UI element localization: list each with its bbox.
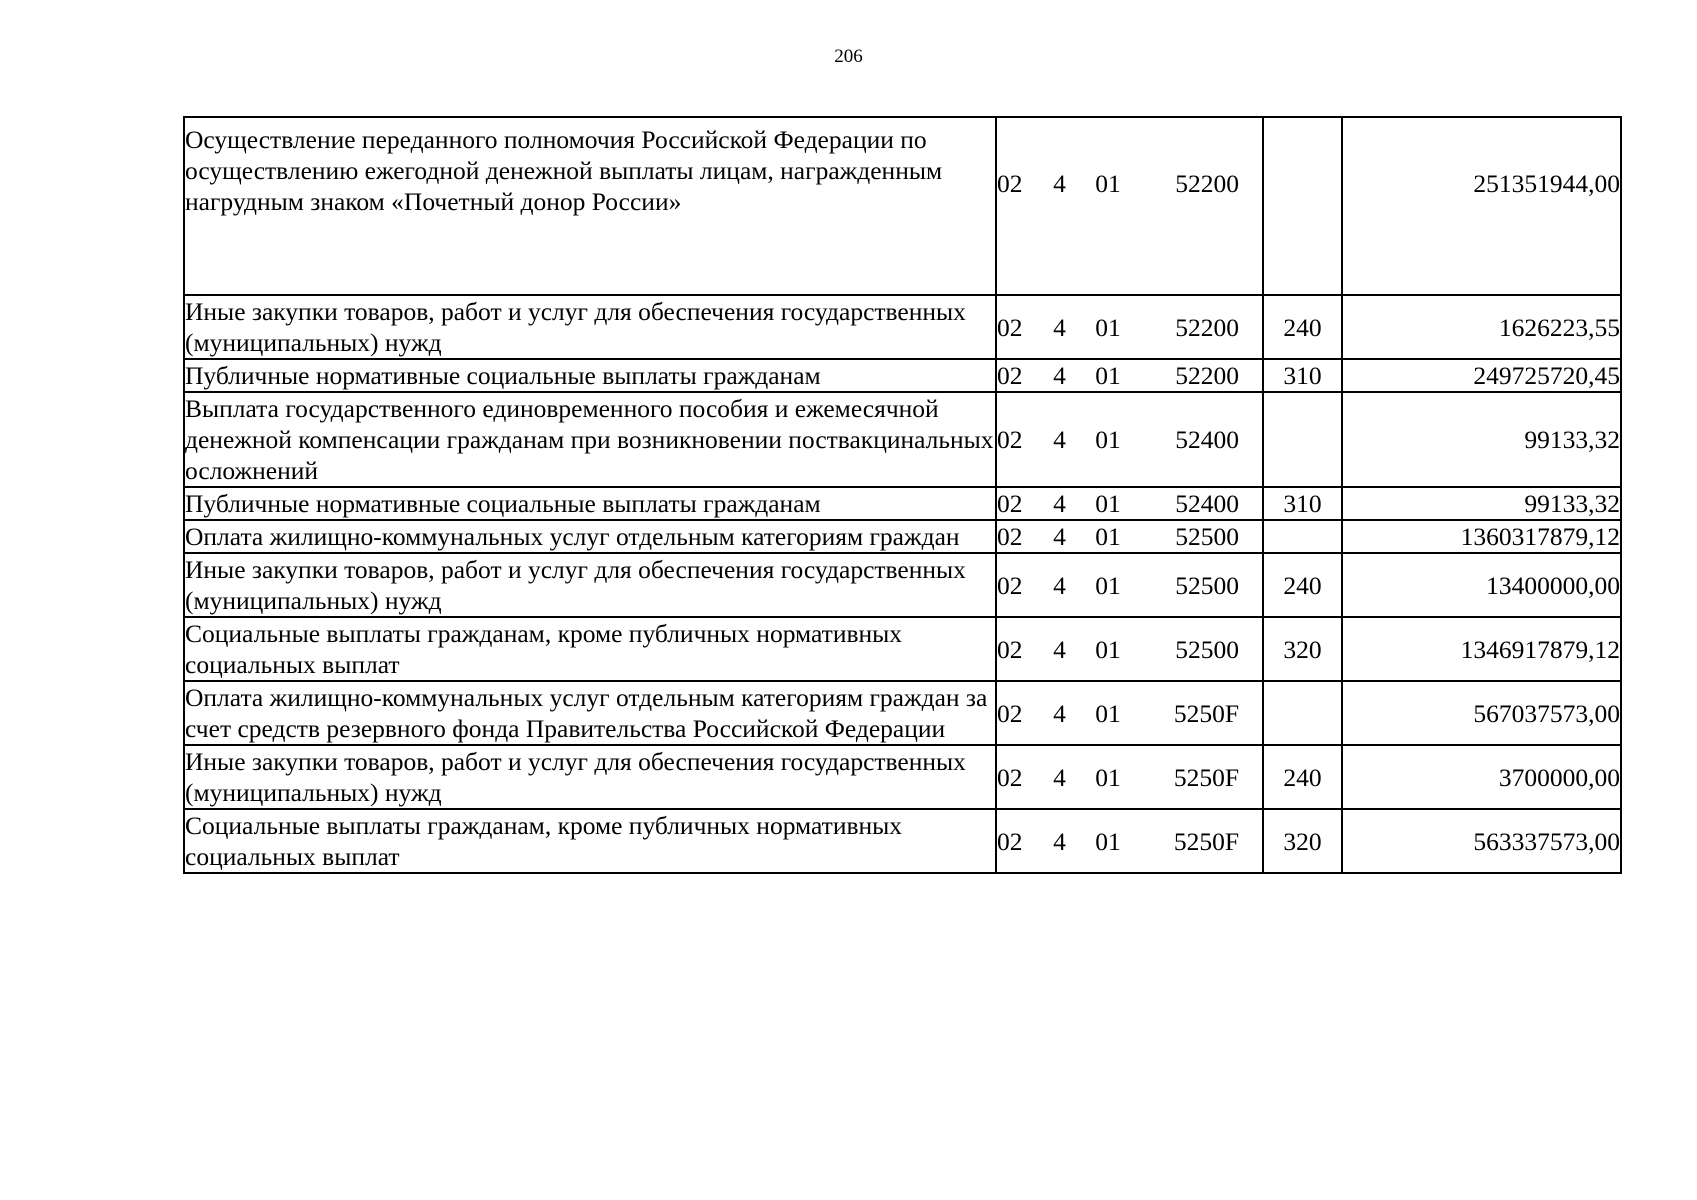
row-target-code — [996, 392, 1263, 487]
code-part-3: 01 — [1095, 425, 1121, 454]
code-part-3: 01 — [1095, 762, 1121, 792]
row-target-code — [996, 553, 1263, 617]
table-row — [184, 392, 1621, 487]
code-part-1: 02 — [997, 312, 1023, 342]
row-expense-type: 310 — [1263, 359, 1342, 392]
code-part-2: 4 — [1053, 698, 1066, 728]
code-part-2: 4 — [1053, 570, 1066, 600]
code-part-4: 52500 — [1175, 634, 1239, 664]
row-target-code — [996, 617, 1263, 681]
code-part-3: 01 — [1095, 312, 1121, 342]
row-amount: 99133,32 — [1342, 487, 1621, 520]
row-amount: 251351944,00 — [1342, 117, 1621, 295]
row-description: Иные закупки товаров, работ и услуг для обеспечения государственных (муниципальных) нужд — [184, 553, 996, 617]
row-expense-type: 240 — [1263, 745, 1342, 809]
code-part-3: 01 — [1095, 522, 1121, 551]
row-target-code — [996, 487, 1263, 520]
code-part-3: 01 — [1095, 634, 1121, 664]
page-number: 206 — [834, 46, 863, 67]
code-part-2: 4 — [1053, 762, 1066, 792]
code-part-4: 52200 — [1175, 312, 1239, 342]
table-row — [184, 117, 1621, 295]
code-part-1: 02 — [997, 169, 1023, 198]
code-part-4: 5250F — [1173, 698, 1239, 728]
row-description: Выплата государственного единовременного пособия и ежемесячной денежной компенсации гражданам при возникновении поствакцинальных осложнений — [184, 392, 996, 487]
table-row — [184, 520, 1621, 553]
code-part-1: 02 — [997, 425, 1023, 454]
code-part-1: 02 — [997, 826, 1023, 856]
row-expense-type — [1263, 520, 1342, 553]
budget-table — [183, 116, 1622, 874]
code-part-2: 4 — [1053, 634, 1066, 664]
row-description: Оплата жилищно-коммунальных услуг отдельным категориям граждан за счет средств резервного фонда Правительства Российской Федерации — [184, 681, 996, 745]
row-expense-type: 240 — [1263, 553, 1342, 617]
row-target-code — [996, 295, 1263, 359]
code-part-3: 01 — [1095, 570, 1121, 600]
code-part-2: 4 — [1053, 169, 1066, 198]
row-description: Социальные выплаты гражданам, кроме публичных нормативных социальных выплат — [184, 617, 996, 681]
row-expense-type: 310 — [1263, 487, 1342, 520]
table-row — [184, 487, 1621, 520]
code-part-1: 02 — [997, 634, 1023, 664]
code-part-1: 02 — [997, 570, 1023, 600]
code-part-1: 02 — [997, 522, 1023, 551]
code-part-1: 02 — [997, 762, 1023, 792]
table-row — [184, 359, 1621, 392]
code-part-3: 01 — [1095, 169, 1121, 198]
code-part-4: 52500 — [1175, 522, 1239, 551]
code-part-2: 4 — [1053, 425, 1066, 454]
row-expense-type — [1263, 681, 1342, 745]
code-part-2: 4 — [1053, 489, 1066, 518]
row-amount: 99133,32 — [1342, 392, 1621, 487]
code-part-3: 01 — [1095, 826, 1121, 856]
row-target-code — [996, 359, 1263, 392]
code-part-4: 5250F — [1173, 826, 1239, 856]
table-row — [184, 295, 1621, 359]
row-target-code — [996, 117, 1263, 295]
row-amount: 1346917879,12 — [1342, 617, 1621, 681]
row-amount: 249725720,45 — [1342, 359, 1621, 392]
row-target-code — [996, 681, 1263, 745]
budget-table-body — [184, 117, 1621, 873]
row-description: Иные закупки товаров, работ и услуг для обеспечения государственных (муниципальных) нужд — [184, 295, 996, 359]
row-expense-type: 320 — [1263, 809, 1342, 873]
row-expense-type — [1263, 392, 1342, 487]
code-part-1: 02 — [997, 698, 1023, 728]
code-part-4: 52500 — [1175, 570, 1239, 600]
row-expense-type: 240 — [1263, 295, 1342, 359]
code-part-3: 01 — [1095, 698, 1121, 728]
code-part-1: 02 — [997, 361, 1023, 390]
row-description: Осуществление переданного полномочия Российской Федерации по осуществлению ежегодной денежной выплаты лицам, награжденным нагрудным знаком «Почетный донор России» — [184, 117, 996, 295]
code-part-4: 52400 — [1175, 489, 1239, 518]
row-amount: 3700000,00 — [1342, 745, 1621, 809]
code-part-4: 52400 — [1175, 425, 1239, 454]
code-part-2: 4 — [1053, 312, 1066, 342]
row-target-code — [996, 745, 1263, 809]
row-description: Публичные нормативные социальные выплаты гражданам — [184, 359, 996, 392]
row-amount: 563337573,00 — [1342, 809, 1621, 873]
row-description: Публичные нормативные социальные выплаты гражданам — [184, 487, 996, 520]
code-part-4: 52200 — [1175, 169, 1239, 198]
row-amount: 567037573,00 — [1342, 681, 1621, 745]
row-amount: 13400000,00 — [1342, 553, 1621, 617]
code-part-3: 01 — [1095, 489, 1121, 518]
code-part-2: 4 — [1053, 361, 1066, 390]
row-description: Иные закупки товаров, работ и услуг для обеспечения государственных (муниципальных) нужд — [184, 745, 996, 809]
table-row — [184, 617, 1621, 681]
row-expense-type — [1263, 117, 1342, 295]
row-description: Социальные выплаты гражданам, кроме публичных нормативных социальных выплат — [184, 809, 996, 873]
table-row — [184, 681, 1621, 745]
row-amount: 1360317879,12 — [1342, 520, 1621, 553]
row-description: Оплата жилищно-коммунальных услуг отдельным категориям граждан — [184, 520, 996, 553]
code-part-1: 02 — [997, 489, 1023, 518]
table-row — [184, 809, 1621, 873]
row-target-code — [996, 520, 1263, 553]
row-amount: 1626223,55 — [1342, 295, 1621, 359]
table-row — [184, 553, 1621, 617]
code-part-4: 52200 — [1175, 361, 1239, 390]
row-target-code — [996, 809, 1263, 873]
table-row — [184, 745, 1621, 809]
code-part-2: 4 — [1053, 522, 1066, 551]
code-part-2: 4 — [1053, 826, 1066, 856]
code-part-4: 5250F — [1173, 762, 1239, 792]
row-expense-type: 320 — [1263, 617, 1342, 681]
code-part-3: 01 — [1095, 361, 1121, 390]
